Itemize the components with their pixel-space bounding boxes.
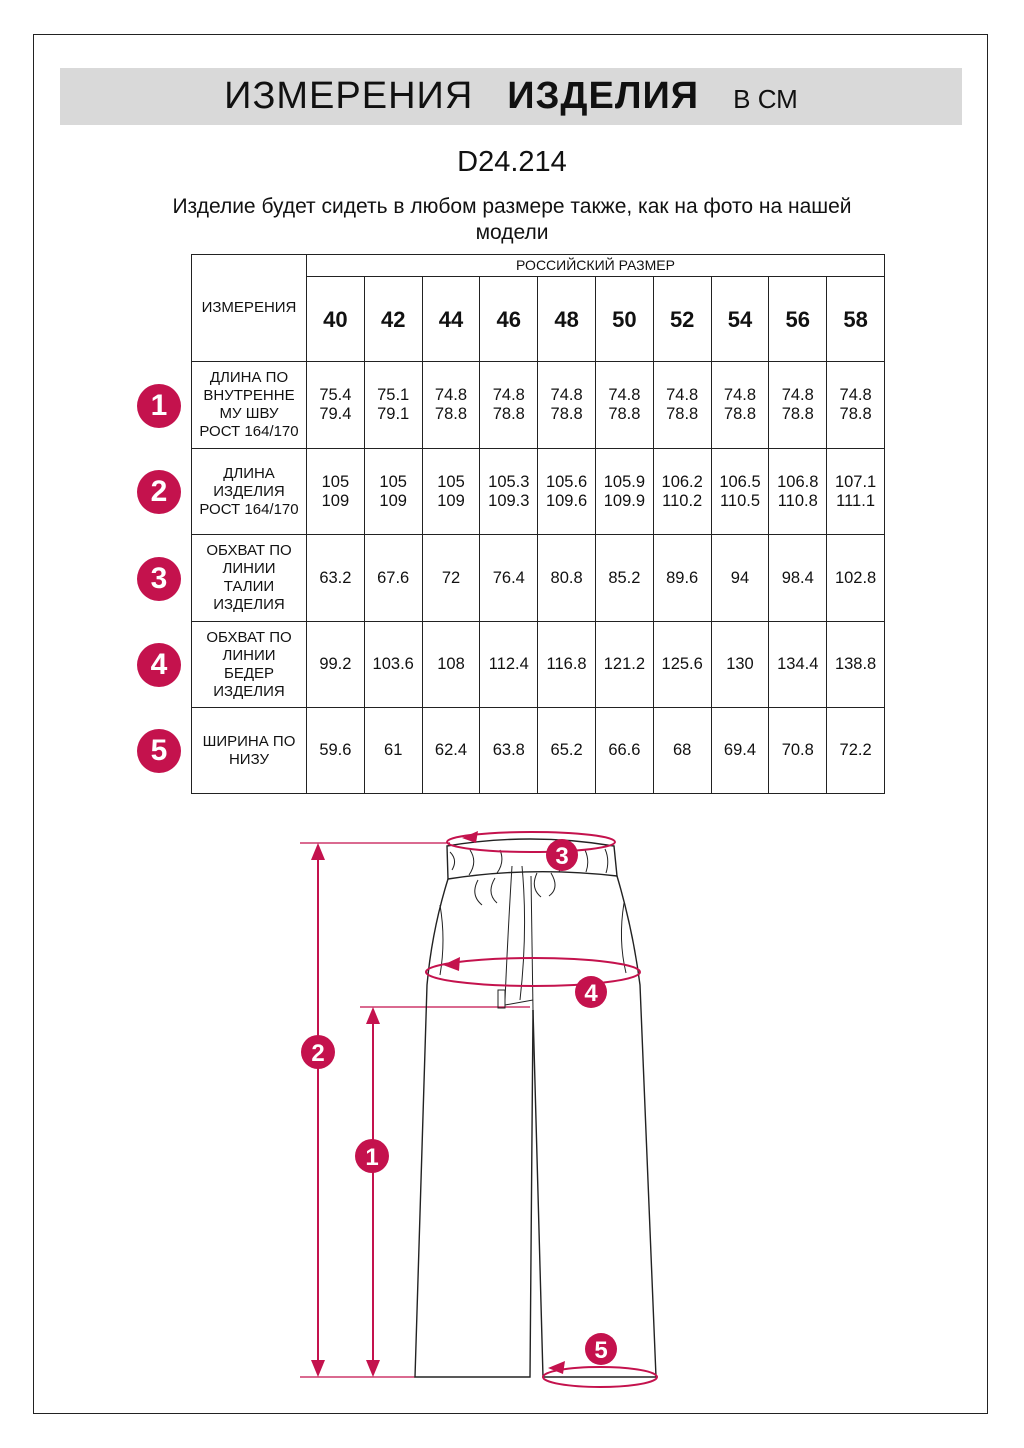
marker-5-label: 5 [594, 1337, 608, 1364]
cell-value: 74.8 [666, 386, 699, 404]
cell-value: 105.6 [545, 472, 588, 491]
cell-value: 109 [321, 491, 350, 510]
cell-value: 106.8 [777, 472, 819, 491]
cell-value: 59.6 [319, 741, 352, 759]
cell-value: 109.6 [545, 491, 588, 510]
marker-1-label: 1 [365, 1144, 379, 1171]
row-label-line: РОСТ 164/170 [199, 423, 299, 440]
cell-value: 78.8 [434, 405, 468, 423]
marker-2 [301, 1035, 335, 1069]
row-badge-5: 5 [137, 729, 181, 773]
cell-value: 109.3 [488, 491, 530, 510]
row-label-line: ИЗДЕЛИЯ [213, 482, 285, 500]
title-part-measurements: ИЗМЕРЕНИЯ [224, 75, 474, 117]
cell-value: 106.5 [719, 472, 761, 491]
size-header-44: 44 [422, 277, 480, 362]
size-header-58: 58 [827, 277, 885, 362]
total-length-arrow [311, 843, 325, 1377]
cell-value: 138.8 [834, 655, 877, 673]
cell-value: 70.8 [781, 741, 814, 759]
cell-value: 79.4 [319, 405, 352, 423]
title-part-product: ИЗДЕЛИЯ [507, 75, 700, 117]
row-label-line: ИЗДЕЛИЯ [213, 682, 285, 700]
size-header-46: 46 [480, 277, 538, 362]
row-label-line: ВНУТРЕННЕ [203, 387, 295, 404]
cell-value: 74.8 [608, 386, 641, 404]
size-header-56: 56 [769, 277, 827, 362]
cell-value: 105 [437, 472, 465, 491]
row-label-line: ЛИНИИ [222, 646, 276, 664]
row-label-line: ОБХВАТ ПО [206, 628, 292, 646]
cell-value: 75.1 [377, 386, 410, 404]
cell-value: 121.2 [603, 655, 646, 673]
cell-value: 72 [441, 568, 461, 587]
cell-value: 110.8 [777, 491, 818, 510]
size-header-52: 52 [653, 277, 711, 362]
title-part-units: В СМ [733, 84, 798, 114]
cell-value: 78.8 [781, 405, 814, 423]
cell-value: 78.8 [723, 405, 757, 423]
measurements-header: ИЗМЕРЕНИЯ [192, 255, 307, 362]
row-label-line: ДЛИНА ПО [209, 369, 289, 386]
cell-value: 74.8 [492, 386, 525, 404]
row-label-line: ИЗДЕЛИЯ [213, 596, 285, 613]
marker-4-label: 4 [584, 980, 598, 1007]
size-header-40: 40 [307, 277, 365, 362]
cell-value: 105 [321, 472, 350, 491]
cell-value: 74.8 [781, 386, 814, 404]
cell-value: 109 [437, 491, 465, 510]
cell-value: 78.8 [550, 405, 583, 423]
cell-value: 74.8 [839, 386, 872, 404]
cell-value: 108 [437, 655, 465, 673]
cell-value: 134.4 [777, 655, 819, 673]
cell-value: 106.2 [661, 472, 703, 491]
cell-value: 112.4 [488, 655, 529, 673]
size-header-50: 50 [595, 277, 653, 362]
cell-value: 116.8 [546, 655, 587, 673]
cell-value: 110.2 [662, 491, 703, 510]
cell-value: 78.8 [492, 405, 525, 423]
cell-value: 109.9 [603, 491, 646, 510]
cell-value: 103.6 [372, 655, 414, 673]
cell-value: 89.6 [666, 568, 699, 587]
cell-value: 130 [726, 655, 754, 673]
cell-value: 74.8 [550, 386, 583, 404]
size-header-54: 54 [711, 277, 769, 362]
row-label-line: ДЛИНА [223, 464, 275, 482]
cell-value: 105 [379, 472, 407, 491]
size-group-header: РОССИЙСКИЙ РАЗМЕР [307, 255, 885, 277]
row-badge-1: 1 [137, 384, 181, 428]
cell-value: 109 [379, 491, 407, 510]
inseam-arrow [366, 1007, 380, 1377]
marker-1 [355, 1139, 389, 1173]
cell-value: 76.4 [492, 568, 525, 587]
cell-value: 65.2 [550, 741, 583, 759]
pants-outline [415, 839, 656, 1377]
cell-value: 105.3 [488, 472, 530, 491]
cell-value: 66.6 [608, 741, 641, 759]
cell-value: 110.5 [719, 491, 761, 510]
row-label-line: БЕДЕР [223, 664, 275, 682]
cell-value: 105.9 [603, 472, 646, 491]
cell-value: 102.8 [834, 568, 877, 587]
row-label-line: НИЗУ [228, 750, 270, 768]
marker-4 [575, 976, 607, 1008]
cell-value: 98.4 [781, 568, 814, 587]
cell-value: 85.2 [608, 568, 641, 587]
cell-value: 99.2 [319, 655, 352, 673]
row-label-line: ЛИНИИ [222, 560, 276, 577]
cell-value: 62.4 [434, 741, 468, 759]
cell-value: 67.6 [377, 568, 410, 587]
cell-value: 78.8 [839, 405, 872, 423]
cell-value: 74.8 [434, 386, 468, 404]
size-header-42: 42 [364, 277, 422, 362]
marker-3 [546, 839, 578, 871]
product-code: D24.214 [457, 146, 567, 178]
cell-value: 75.4 [319, 386, 352, 404]
row-badge-3: 3 [137, 557, 181, 601]
marker-2-label: 2 [311, 1040, 325, 1067]
cell-value: 63.2 [319, 568, 352, 587]
row-label-line: ШИРИНА ПО [202, 732, 296, 750]
cell-value: 79.1 [377, 405, 410, 423]
cell-value: 78.8 [666, 405, 699, 423]
cell-value: 94 [730, 568, 750, 587]
cell-value: 78.8 [608, 405, 641, 423]
cell-value: 72.2 [839, 741, 872, 759]
cell-value: 61 [384, 741, 403, 759]
cell-value: 107.1 [834, 472, 877, 491]
cell-value: 111.1 [836, 491, 875, 510]
cell-value: 69.4 [723, 741, 757, 759]
row-label-line: РОСТ 164/170 [199, 500, 299, 518]
marker-3-label: 3 [555, 843, 569, 870]
row-badge-4: 4 [137, 643, 181, 687]
row-label-line: ТАЛИИ [223, 578, 275, 595]
size-header-48: 48 [538, 277, 596, 362]
row-label-line: МУ ШВУ [219, 405, 279, 422]
cell-value: 125.6 [661, 655, 703, 673]
cell-value: 74.8 [723, 386, 757, 404]
row-label-line: ОБХВАТ ПО [206, 542, 292, 559]
marker-5 [585, 1333, 617, 1365]
row-badge-2: 2 [137, 470, 181, 514]
cell-value: 63.8 [492, 741, 525, 759]
cell-value: 68 [673, 741, 692, 759]
cell-value: 80.8 [550, 568, 583, 587]
fit-note: Изделие будет сидеть в любом размере также, как на фото на нашей модели [172, 195, 852, 244]
